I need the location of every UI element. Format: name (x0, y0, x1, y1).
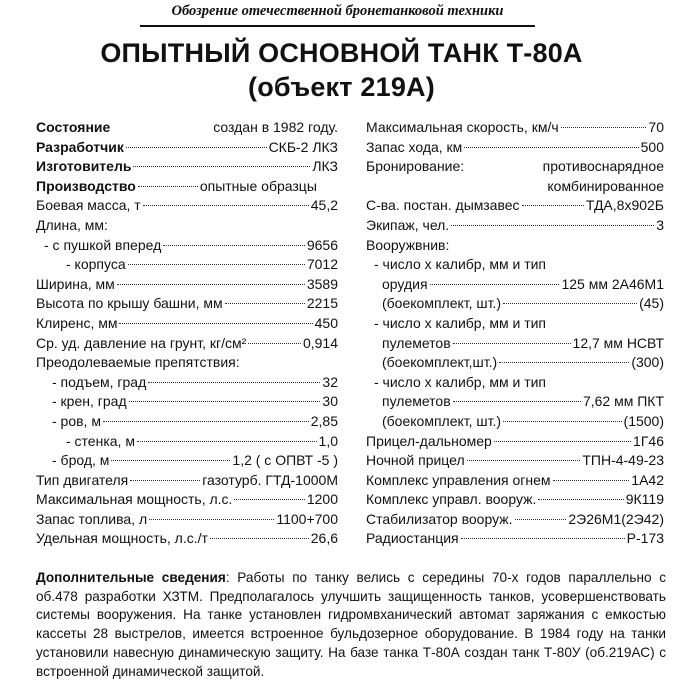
spec-label: Вооружвнив: (366, 236, 450, 253)
spec-row-max-power (36, 490, 338, 510)
spec-value: СКБ-2 ЛКЗ (268, 138, 338, 155)
spec-value: 1Г46 (633, 432, 664, 449)
spec-row-hmg (366, 334, 664, 354)
spec-label: (боекомплект,шт.) (382, 354, 498, 371)
spec-value: 7012 (306, 256, 338, 273)
spec-row-range (366, 138, 664, 158)
spec-label: Состояние (36, 119, 111, 135)
additional-info-label: Дополнительные сведения (36, 570, 226, 585)
spec-row-gun-ammo (366, 294, 664, 314)
spec-label: Ширина, мм (36, 275, 115, 292)
spec-label: Бронирование: (366, 158, 465, 175)
dot-leader (561, 127, 647, 128)
spec-label: Максимальная скорость, км/ч (366, 119, 559, 135)
spec-label: - стенка, м (66, 432, 135, 449)
dot-leader (138, 186, 198, 187)
spec-label: Разработчик (36, 138, 124, 155)
spec-row-combat-weight (36, 196, 338, 216)
spec-value: 2215 (306, 295, 338, 312)
spec-row-night-sight (366, 451, 664, 471)
dot-leader (538, 499, 623, 500)
spec-label: - брод, м (52, 452, 110, 469)
spec-row-fuel (36, 510, 338, 530)
spec-value: 2Э26М1(2Э42) (568, 510, 664, 527)
spec-value: 7,62 мм ПКТ (582, 393, 664, 410)
spec-value: 450 (314, 314, 338, 331)
spec-label: - корпуса (66, 256, 126, 273)
dot-leader (129, 401, 321, 402)
spec-value: опытные образцы (199, 177, 317, 194)
spec-label: (боекомплект, шт.) (382, 412, 502, 429)
spec-row-obstacles-header (36, 353, 338, 373)
spec-label: Высота по крышу башни, мм (36, 295, 223, 312)
spec-row-ground-pressure (36, 334, 338, 354)
dot-leader (149, 519, 274, 520)
dot-leader (453, 401, 581, 402)
spec-row-mg-ammo (366, 412, 664, 432)
dot-leader (451, 225, 654, 226)
spec-label: - число х калибр, мм и тип (374, 314, 547, 331)
spec-value: 12,7 мм НСВТ (572, 334, 664, 351)
spec-label: (боекомплект, шт.) (382, 295, 502, 312)
spec-label: Боевая масса, т (36, 197, 141, 214)
spec-label: Экипаж, чел. (366, 216, 450, 233)
dot-leader (133, 166, 310, 167)
dot-leader (148, 382, 320, 383)
spec-row-clearance (36, 314, 338, 334)
spec-row-guided-weapon (366, 490, 664, 510)
spec-value: 0,914 (302, 334, 338, 351)
spec-row-fire-control (366, 471, 664, 491)
spec-row-armor-cont (366, 177, 664, 197)
spec-value: комбинированное (547, 177, 664, 194)
spec-label: Прицел-дальномер (366, 432, 492, 449)
spec-label: орудия (382, 275, 428, 292)
journal-header: Обозрение отечественной бронетанковой техники (140, 2, 535, 27)
spec-value: (300) (631, 354, 664, 371)
dot-leader (430, 284, 560, 285)
spec-value: 500 (640, 138, 664, 155)
page-title: ОПЫТНЫЙ ОСНОВНОЙ ТАНК Т-80А (100, 38, 583, 68)
dot-leader (494, 441, 631, 442)
spec-value: создан в 1982 году. (213, 119, 338, 135)
spec-value: (1500) (623, 412, 664, 429)
spec-label: Удельная мощность, л.с./т (36, 530, 208, 547)
spec-row-slope (36, 373, 338, 393)
spec-label: - число х калибр, мм и тип (374, 373, 547, 390)
spec-row-mg-header (366, 373, 664, 393)
spec-value: 26,6 (310, 530, 338, 547)
spec-row-stabilizer (366, 510, 664, 530)
dot-leader (163, 245, 305, 246)
dot-leader (137, 441, 317, 442)
spec-row-ford (36, 451, 338, 471)
spec-row-manufacturer (36, 157, 338, 177)
page-subtitle: (объект 219А) (248, 72, 435, 102)
specs-left-column (36, 118, 338, 549)
spec-label: Запас хода, км (366, 138, 463, 155)
spec-row-developer (36, 138, 338, 158)
spec-label: Максимальная мощность, л.с. (36, 491, 233, 508)
spec-label: Тип двигателя (36, 471, 129, 488)
spec-row-radio (366, 529, 664, 549)
spec-row-engine-type (36, 471, 338, 491)
spec-value: 1,0 (318, 432, 338, 449)
dot-leader (248, 343, 301, 344)
spec-row-crew (366, 216, 664, 236)
spec-label: - число х калибр, мм и тип (374, 256, 547, 273)
spec-row-hmg-ammo (366, 353, 664, 373)
spec-value: противоснарядное (542, 158, 664, 175)
dot-leader (453, 343, 571, 344)
spec-value: 45,2 (310, 197, 338, 214)
dot-leader (461, 538, 625, 539)
spec-value: 1,2 ( с ОПВТ -5 ) (232, 452, 338, 469)
spec-row-gun-header (366, 255, 664, 275)
dot-leader (210, 538, 309, 539)
spec-row-specific-power (36, 529, 338, 549)
specs-right-column (366, 118, 664, 549)
spec-row-armor (366, 157, 664, 177)
spec-value: 3589 (306, 275, 338, 292)
dot-leader (515, 519, 567, 520)
spec-value: газотурб. ГТД-1000М (202, 471, 338, 488)
spec-label: С-ва. постан. дымзавес (366, 197, 520, 214)
spec-row-smoke (366, 196, 664, 216)
spec-row-mg (366, 392, 664, 412)
dot-leader (126, 147, 267, 148)
spec-row-rangefinder (366, 432, 664, 452)
dot-leader (128, 264, 305, 265)
dot-leader (464, 147, 638, 148)
dot-leader (553, 480, 630, 481)
dot-leader (467, 460, 581, 461)
dot-leader (522, 205, 584, 206)
dot-leader (143, 205, 309, 206)
spec-label: Комплекс управл. вооруж. (366, 491, 537, 508)
spec-value: 30 (322, 393, 338, 410)
dot-leader (234, 499, 304, 500)
spec-label: Длина, мм: (36, 216, 108, 233)
spec-row-status (36, 118, 338, 138)
spec-label: - крен, град (52, 393, 127, 410)
spec-label: Производство (36, 177, 136, 194)
spec-row-gun (366, 275, 664, 295)
spec-label: Преодолеваемые препятствия: (36, 354, 240, 371)
spec-value: 1200 (306, 491, 338, 508)
spec-value: 1100+700 (276, 510, 338, 527)
spec-row-hmg-header (366, 314, 664, 334)
spec-label: - подъем, град (52, 373, 147, 390)
spec-label: пулеметов (382, 334, 451, 351)
spec-label: Запас топлива, л (36, 510, 148, 527)
spec-value: 32 (322, 373, 338, 390)
spec-value: Р-173 (626, 530, 664, 547)
dot-leader (117, 284, 305, 285)
dot-leader (225, 303, 305, 304)
spec-value: 2,85 (310, 412, 338, 429)
spec-label: - с пушкой вперед (44, 236, 162, 253)
dot-leader (503, 303, 637, 304)
spec-row-armament-header (366, 236, 664, 256)
spec-label: Ср. уд. давление на грунт, кг/см² (36, 334, 247, 351)
spec-row-roll (36, 392, 338, 412)
dot-leader (111, 460, 230, 461)
dot-leader (130, 480, 200, 481)
spec-value: (45) (639, 295, 664, 312)
dot-leader (503, 421, 621, 422)
spec-value: 3 (656, 216, 664, 233)
spec-row-trench (36, 412, 338, 432)
spec-label: Радиостанция (366, 530, 459, 547)
spec-label: Стабилизатор вооруж. (366, 510, 513, 527)
spec-row-width (36, 275, 338, 295)
spec-label: Ночной прицел (366, 452, 465, 469)
dot-leader (119, 323, 312, 324)
spec-value: 125 мм 2А46М1 (561, 275, 664, 292)
spec-value: 70 (648, 119, 664, 135)
spec-row-max-speed (366, 118, 664, 138)
spec-row-wall (36, 432, 338, 452)
dot-leader (499, 362, 629, 363)
spec-row-length-header (36, 216, 338, 236)
spec-value: ЛКЗ (312, 158, 338, 175)
spec-label: Клиренс, мм (36, 314, 118, 331)
spec-value: ТПН-4-49-23 (582, 452, 664, 469)
spec-value: ТДА,8х902Б (585, 197, 664, 214)
spec-value: 9К119 (625, 491, 664, 508)
spec-row-length-gun (36, 236, 338, 256)
additional-info-text: : Работы по танку велись с середины 70-х годов параллельно с об.478 разработки ХЗТМ. Предполагалось улучшить защищенность танков, усовершенствовать системы вооружения. На танке установлен гидромвханический автомат заряжания с емкостью кассеты 28 выстрелов, имеется встроенное бульдозерное оборудование. В 1984 году на танки установили навесную динамическую защиту. На базе танка Т-80А создан танк Т-80У (об.219АС) с встроенной динамической защитой. (36, 570, 667, 679)
spec-label: Изготовитель (36, 158, 132, 175)
spec-label: Комплекс управления огнем (366, 471, 551, 488)
spec-row-length-hull (36, 255, 338, 275)
additional-info-paragraph (36, 569, 666, 681)
spec-row-production (36, 177, 338, 197)
spec-value: 1А42 (631, 471, 664, 488)
spec-label: пулеметов (382, 393, 451, 410)
dot-leader (103, 421, 309, 422)
spec-label: - ров, м (52, 412, 101, 429)
spec-value: 9656 (306, 236, 338, 253)
spec-row-height (36, 294, 338, 314)
